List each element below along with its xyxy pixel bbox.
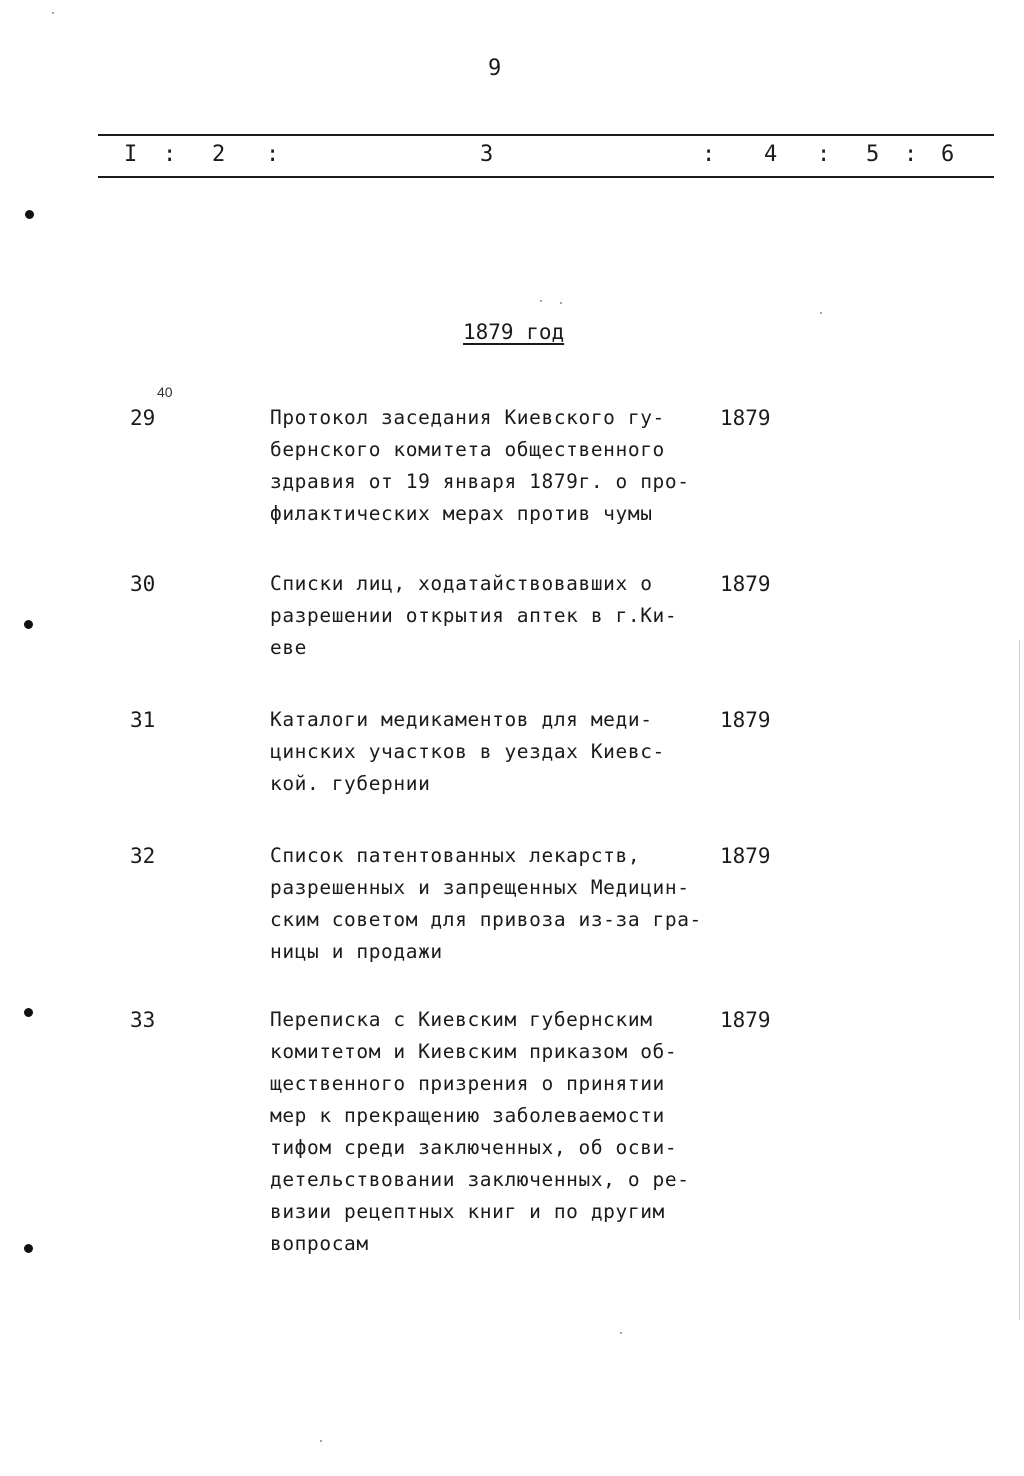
description-line: филактических мерах против чумы <box>270 502 653 525</box>
scan-speck <box>320 1440 322 1442</box>
description-line: кой. губернии <box>270 772 431 795</box>
entry-number: 33 <box>130 1008 156 1032</box>
description-line: Переписка с Киевским губернским <box>270 1008 653 1031</box>
header-separator: : <box>904 142 918 167</box>
entry-handwritten-number: 40 <box>157 384 173 400</box>
entry-number: 32 <box>130 844 156 868</box>
entry-number: 30 <box>130 572 156 596</box>
header-rule-top <box>98 134 994 136</box>
description-line: Каталоги медикаментов для меди- <box>270 708 653 731</box>
entry-description <box>270 568 740 664</box>
entry-description <box>270 1004 740 1260</box>
description-line: Протокол заседания Киевского гу- <box>270 406 665 429</box>
description-line: еве <box>270 636 308 659</box>
scan-speck <box>540 300 542 302</box>
entry-year: 1879 <box>720 708 771 732</box>
scan-edge-line <box>1019 640 1020 1320</box>
header-col-5: 5 <box>866 142 880 167</box>
description-line: бернского комитета общественного <box>270 438 665 461</box>
description-line: разрешенных и запрещенных Медицин- <box>270 876 690 899</box>
description-line: комитетом и Киевским приказом об- <box>270 1040 678 1063</box>
year-heading: 1879 год <box>463 320 565 344</box>
entry-year: 1879 <box>720 844 771 868</box>
header-separator: : <box>817 142 831 167</box>
header-col-2: 2 <box>212 142 226 167</box>
header-col-4: 4 <box>764 142 778 167</box>
description-line: ницы и продажи <box>270 940 443 963</box>
header-separator: : <box>266 142 280 167</box>
description-line: Список патентованных лекарств, <box>270 844 641 867</box>
punch-hole-mark <box>24 1244 33 1253</box>
header-separator: : <box>163 142 177 167</box>
header-col-6: 6 <box>941 142 955 167</box>
entry-number: 29 <box>130 406 156 430</box>
description-line: визии рецептных книг и по другим <box>270 1200 665 1223</box>
scan-speck <box>560 302 562 304</box>
entry-year: 1879 <box>720 572 771 596</box>
description-line: мер к прекращению заболеваемости <box>270 1104 665 1127</box>
header-col-1: I <box>124 142 138 167</box>
page-number: 9 <box>488 56 502 81</box>
description-line: разрешении открытия аптек в г.Ки- <box>270 604 678 627</box>
punch-hole-mark <box>24 620 33 629</box>
description-line: здравия от 19 января 1879г. о про- <box>270 470 690 493</box>
entry-description <box>270 402 740 530</box>
description-line: вопросам <box>270 1232 369 1255</box>
entry-year: 1879 <box>720 406 771 430</box>
description-line: щественного призрения о принятии <box>270 1072 665 1095</box>
entry-number: 31 <box>130 708 156 732</box>
description-line: цинских участков в уездах Киевс- <box>270 740 665 763</box>
description-line: ским советом для привоза из-за гра- <box>270 908 702 931</box>
entry-description <box>270 840 740 968</box>
description-line: тифом среди заключенных, об осви- <box>270 1136 678 1159</box>
scan-speck <box>620 1332 622 1334</box>
scan-speck <box>820 312 822 314</box>
header-rule-bottom <box>98 176 994 178</box>
entry-description <box>270 704 740 800</box>
description-line: Списки лиц, ходатайствовавших о <box>270 572 653 595</box>
scan-speck <box>52 12 54 14</box>
description-line: детельствовании заключенных, о ре- <box>270 1168 690 1191</box>
entry-year: 1879 <box>720 1008 771 1032</box>
punch-hole-mark <box>24 1008 33 1017</box>
punch-hole-mark <box>25 210 34 219</box>
header-col-3: 3 <box>480 142 494 167</box>
header-separator: : <box>702 142 716 167</box>
